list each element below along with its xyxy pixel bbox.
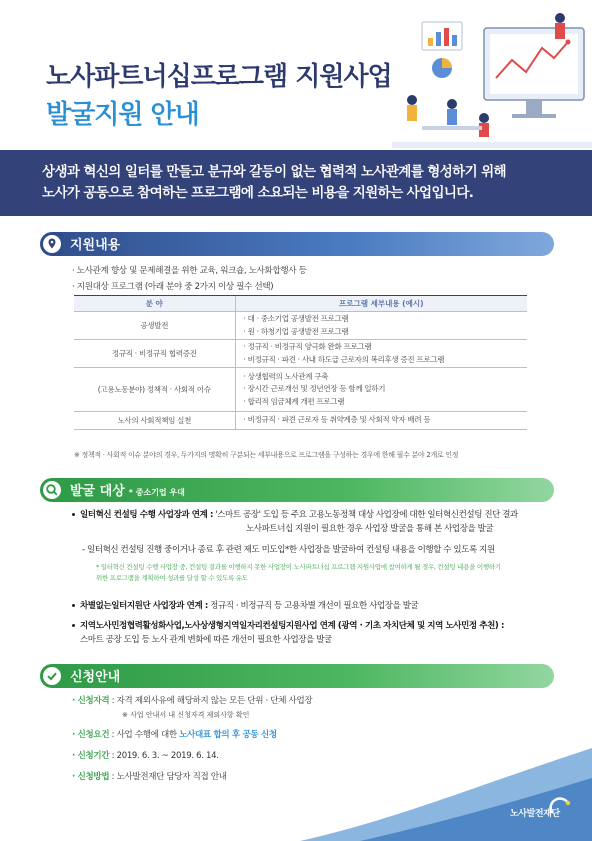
- table-row: [74, 368, 527, 412]
- table-cell-category: 정규직 · 비정규직 협력증진: [74, 340, 235, 368]
- target-item-1-note-1: * 일터혁신 컨설팅 수행 사업장 중, 컨설팅 결과를 이행하지 못한 사업장이 노사파트너십 프로그램 지원사업에 참여하게 될 경우, 컨설팅 내용을 이행하기: [96, 563, 501, 571]
- table-header-category: 분 야: [74, 296, 235, 312]
- intro-banner: [0, 150, 592, 216]
- target-item-1-text-2: 노사파트너십 지원이 필요한 경우 사업장 발굴을 통해 본 사업장을 발굴: [246, 524, 494, 534]
- support-footnote: ※ 정책적 · 사회적 이슈 분야의 경우, 두가지의 명확히 구분되는 세부내용으로 프로그램을 구성하는 경우에 한해 필수 분야 2개로 인정: [74, 451, 459, 459]
- apply-section-header: [40, 664, 554, 688]
- target-item-1-title: 일터혁신 컨설팅 수행 사업장과 연계 :: [80, 510, 213, 520]
- apply-qualification-note: ※ 사업 안내서 내 신청자격 제외사항 확인: [122, 711, 250, 719]
- table-cell-category: (고용노동분야) 정책적 · 사회적 이슈: [74, 368, 235, 412]
- detail-item: · 정규직 · 비정규직 양극화 완화 프로그램: [243, 342, 372, 351]
- program-table: [74, 295, 527, 430]
- apply-qualification-text: : 자격 제외사유에 해당하지 않는 모든 단위 · 단체 사업장: [109, 696, 313, 706]
- apply-period-label: · 신청기간: [72, 751, 110, 761]
- table-row: [74, 312, 527, 340]
- bullet-dot: [72, 513, 75, 516]
- detail-item: · 비정규직 · 파견 근로자 등 취약계층 및 사회적 약자 배려 등: [243, 415, 431, 425]
- target-section-header: [40, 478, 554, 502]
- target-item-1-sub: - 일터혁신 컨설팅 진행 중이거나 종료 후 관련 제도 미도입*한 사업장을 발굴하여 컨설팅 내용을 이행할 수 있도록 지원: [82, 545, 495, 555]
- table-row: [74, 412, 527, 430]
- page-subtitle: 발굴지원 안내: [46, 100, 199, 130]
- target-subheading: * 중소기업 우대: [128, 488, 185, 497]
- table-cell-category: 노사의 사회적책임 실천: [74, 412, 235, 430]
- support-bullet-2: · 지원대상 프로그램 (아래 분야 중 2가지 이상 필수 선택): [72, 282, 274, 292]
- table-cell-details: [235, 312, 527, 340]
- apply-requirement-text: : 사업 수행에 대한: [109, 730, 180, 740]
- search-icon: [43, 481, 61, 499]
- apply-method-text: : 노사발전재단 담당자 직접 안내: [109, 772, 227, 782]
- office-illustration: [392, 8, 592, 148]
- table-cell-category: 공생발전: [74, 312, 235, 340]
- target-item-2: [80, 599, 418, 611]
- target-item-1-note-2: 위한 프로그램을 계획하여 성과를 달성 할 수 있도록 유도: [96, 574, 248, 582]
- table-row: [74, 340, 527, 368]
- detail-item: · 비정규직 · 파견 · 사내 하도급 근로자의 복리후생 증진 프로그램: [243, 354, 445, 364]
- detail-item: · 장시간 근로개선 및 정년연장 등 함께 일하기: [243, 384, 386, 394]
- apply-qualification-label: · 신청자격: [72, 696, 110, 706]
- target-section-title: [70, 480, 185, 499]
- detail-item: · 대 · 중소기업 공생발전 프로그램: [243, 314, 349, 323]
- detail-item: · 상생협력의 노사관계 구축: [243, 371, 329, 381]
- bullet-dot: [72, 624, 75, 627]
- footer-wave: [0, 748, 592, 841]
- target-heading-text: 발굴 대상: [70, 484, 125, 499]
- foundation-logo-text: 노사발전재단: [510, 809, 560, 819]
- support-section-title: 지원내용: [70, 238, 121, 253]
- location-pin-icon: [43, 235, 61, 253]
- target-item-3-text: 스마트 공장 도입 등 노사 관계 변화에 따른 개선이 필요한 사업장을 발굴: [80, 635, 332, 645]
- apply-requirement-label: · 신청요건: [72, 730, 110, 740]
- detail-item: · 원 · 하청기업 공생발전 프로그램: [243, 326, 349, 336]
- target-item-2-title: 차별없는일터지원단 사업장과 연계 :: [80, 601, 208, 611]
- table-cell-details: [235, 368, 527, 412]
- intro-line-2: 노사가 공동으로 참여하는 프로그램에 소요되는 비용을 지원하는 사업입니다.: [42, 185, 474, 201]
- apply-method-label: · 신청방법: [72, 772, 110, 782]
- check-icon: [43, 667, 61, 685]
- support-bullet-1: · 노사관계 향상 및 문제해결을 위한 교육, 워크숍, 노사화합행사 등: [72, 266, 307, 276]
- target-item-1: [80, 508, 518, 520]
- apply-requirement-highlight: 노사대표 합의 후 공동 신청: [179, 730, 277, 740]
- apply-requirement: [72, 728, 277, 740]
- target-item-3-title: 지역노사민정협력활성화사업,노사상생형지역일자리컨설팅지원사업 연계 (광역 · 기초 자치단체 및 지역 노사민정 추천) :: [80, 621, 504, 631]
- target-item-3: [80, 619, 504, 631]
- intro-line-1: 상생과 혁신의 일터를 만들고 분규와 갈등이 없는 협력적 노사관계를 형성하기 위해: [42, 164, 506, 180]
- apply-qualification: [72, 694, 312, 706]
- detail-item: · 합리적 임금체계 개편 프로그램: [243, 396, 345, 406]
- target-item-2-text: 정규직 · 비정규직 등 고용차별 개선이 필요한 사업장을 발굴: [210, 601, 419, 611]
- page-title: 노사파트너십프로그램 지원사업: [46, 62, 392, 92]
- bullet-dot: [72, 604, 75, 607]
- table-cell-details: [235, 412, 527, 430]
- support-section-header: [40, 232, 554, 256]
- target-item-1-text: '스마트 공장' 도입 등 주요 고용노동정책 대상 사업장에 대한 일터혁신컨설팅 진단 결과: [215, 510, 518, 520]
- table-cell-details: [235, 340, 527, 368]
- apply-period-text: : 2019. 6. 3. ~ 2019. 6. 14.: [109, 751, 219, 761]
- apply-section-title: 신청안내: [70, 670, 121, 685]
- table-header-details: 프로그램 세부내용 (예시): [235, 296, 527, 312]
